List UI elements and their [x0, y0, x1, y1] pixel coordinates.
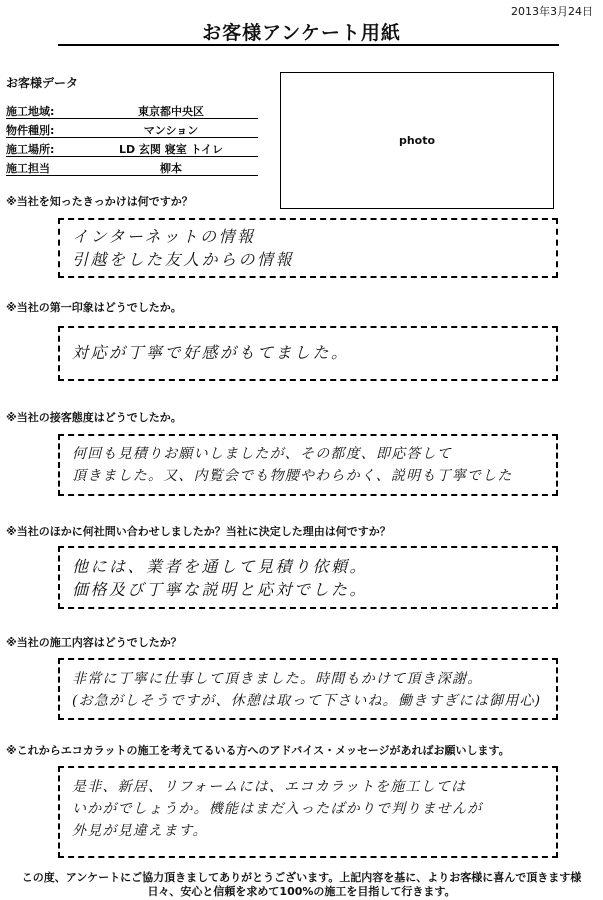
question-advice: ※これからエコカラットの施工を考えてるいる方へのアドバイス・メッセージがあればお願いします。 — [6, 744, 510, 757]
answer-line: (お急がしそうですが、休憩は取って下さいね。働きすぎには御用心) — [72, 693, 542, 709]
answer-line: 非常に丁寧に仕事して頂きました。時間もかけて頂き深謝。 — [72, 671, 483, 687]
footer-line: この度、アンケートにご協力頂きましてありがとうございます。上記内容を基に、よりお客様に喜んで頂きます様 — [21, 871, 582, 884]
answer-box-discovery — [58, 218, 558, 278]
answer-box-first-impression — [58, 326, 558, 381]
info-row-area — [6, 101, 258, 119]
info-row-staff — [6, 158, 258, 176]
answer-box-work-quality — [58, 658, 558, 720]
info-label: 施工担当 — [6, 162, 50, 175]
info-label: 施工場所: — [6, 143, 55, 156]
info-row-property-type — [6, 120, 258, 138]
page-title: お客様アンケート用紙 — [202, 22, 401, 44]
info-value: 柳本 — [160, 162, 182, 175]
answer-line: いかがでしょうか。機能はまだ入ったばかりで判りませんが — [72, 801, 483, 817]
footer-message — [0, 871, 603, 899]
question-service-attitude: ※当社の接客態度はどうでしたか。 — [6, 411, 182, 424]
answer-line: 価格及び丁寧な説明と応対でした。 — [72, 580, 369, 599]
question-other-companies: ※当社のほかに何社問い合わせしましたか？当社に決定した理由は何ですか？ — [6, 525, 391, 538]
answer-line: 何回も見積りお願いしましたが、その都度、即応答して — [72, 446, 452, 462]
footer-line: 日々、安心と信頼を求めて100%の施工を目指して行きます。 — [147, 885, 456, 898]
answer-line: 他には、業者を通して見積り依頼。 — [72, 557, 369, 576]
answer-line: 頂きました。又、内覧会でも物腰やわらかく、説明も丁寧でした — [72, 468, 513, 484]
answer-box-other-companies — [58, 546, 558, 609]
info-label: 物件種別: — [6, 124, 55, 137]
info-value: マンション — [143, 124, 199, 137]
customer-data-heading: お客様データ — [6, 76, 79, 90]
question-first-impression: ※当社の第一印象はどうでしたか。 — [6, 301, 182, 314]
info-label: 施工地域: — [6, 105, 55, 118]
title-underline — [58, 44, 559, 46]
info-value: LD 玄関 寝室 トイレ — [118, 143, 224, 156]
answer-line: 外見が見違えます。 — [72, 823, 208, 839]
answer-line: 対応が丁寧で好感がもてました。 — [72, 343, 350, 362]
answer-line: 是非、新居、リフォームには、エコカラットを施工しては — [72, 779, 467, 795]
answer-line: インターネットの情報 — [72, 227, 256, 246]
question-work-quality: ※当社の施工内容はどうでしたか？ — [6, 636, 182, 649]
photo-label: photo — [398, 134, 436, 147]
answer-box-service-attitude — [58, 434, 558, 496]
info-value: 東京都中央区 — [138, 105, 204, 118]
answer-line: 引越をした友人からの情報 — [72, 250, 295, 269]
survey-date: 2013年3月24日 — [511, 5, 593, 18]
question-discovery: ※当社を知ったきっかけは何ですか？ — [6, 195, 193, 208]
answer-box-advice — [58, 766, 558, 858]
photo-box — [280, 72, 554, 209]
info-row-location — [6, 139, 258, 157]
